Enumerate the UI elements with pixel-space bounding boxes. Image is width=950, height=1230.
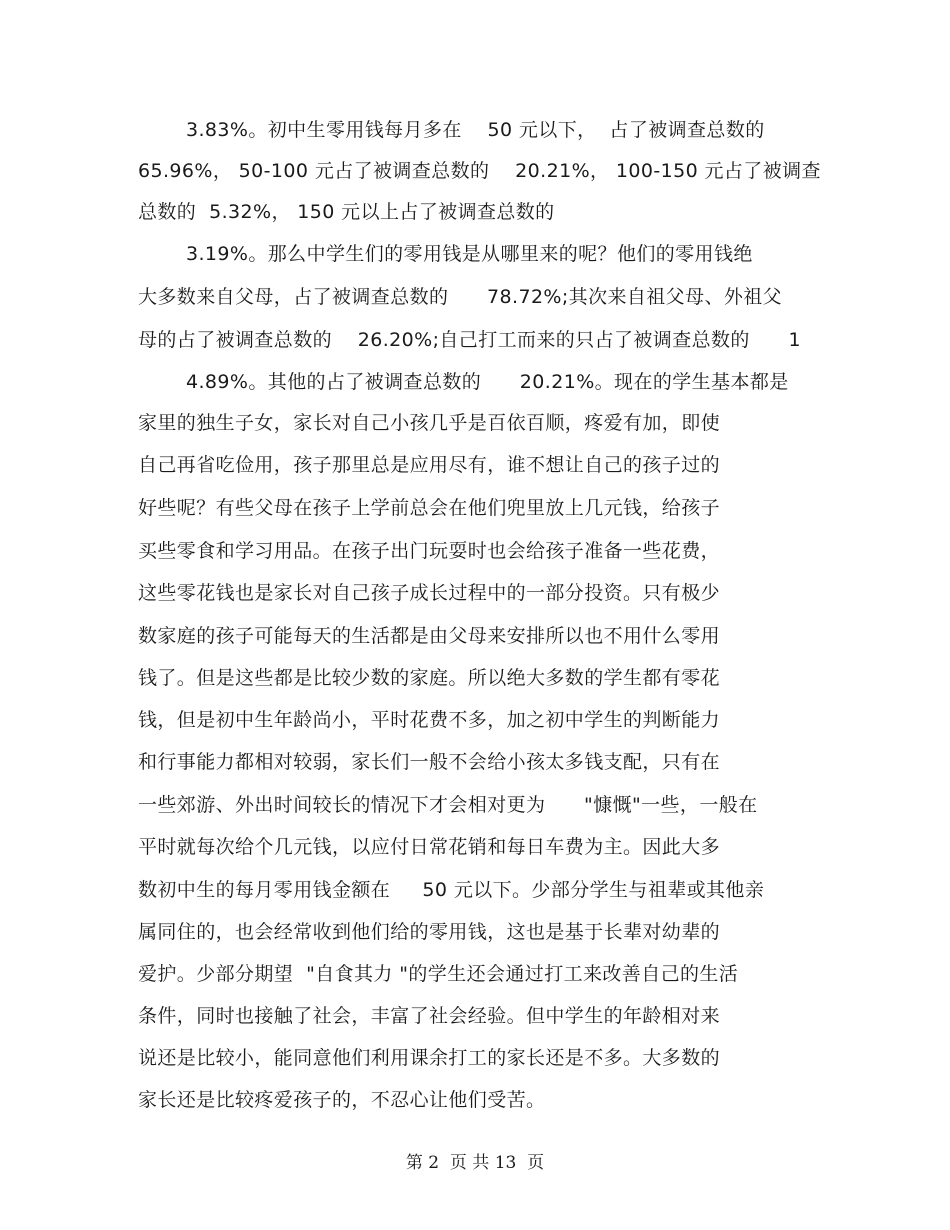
- text-line: 买些零食和学习用品。在孩子出门玩耍时也会给孩子准备一些花费，: [138, 540, 721, 562]
- text-line: 爱护。少部分期望 "自食其力 "的学生还会通过打工来改善自己的生活: [138, 963, 739, 985]
- text-line: 属同住的，也会经常收到他们给的零用钱，这也是基于长辈对幼辈的: [138, 921, 721, 943]
- text-line: 大多数来自父母，占了被调查总数的 78.72%;其次来自祖父母、外祖父: [138, 286, 783, 308]
- text-line: 3.83%。初中生零用钱每月多在 50 元以下， 占了被调查总数的: [186, 119, 765, 141]
- text-line: 自己再省吃俭用，孩子那里总是应用尽有，谁不想让自己的孩子过的: [138, 454, 721, 476]
- text-line: 和行事能力都相对较弱，家长们一般不会给小孩太多钱支配，只有在: [138, 751, 721, 773]
- page-number-footer: 第 2 页 共 13 页: [405, 1153, 545, 1173]
- text-line: 4.89%。其他的占了被调查总数的 20.21%。现在的学生基本都是: [186, 371, 789, 393]
- text-line: 一些郊游、外出时间较长的情况下才会相对更为 "慷慨"一些，一般在: [138, 794, 758, 816]
- text-line: 钱，但是初中生年龄尚小，平时花费不多，加之初中学生的判断能力: [138, 709, 721, 731]
- text-line: 母的占了被调查总数的 26.20%;自己打工而来的只占了被调查总数的 1: [138, 329, 801, 351]
- text-line: 钱了。但是这些都是比较少数的家庭。所以绝大多数的学生都有零花: [138, 667, 721, 689]
- text-line: 3.19%。那么中学生们的零用钱是从哪里来的呢？他们的零用钱绝: [186, 243, 753, 265]
- text-line: 数家庭的孩子可能每天的生活都是由父母来安排所以也不用什么零用: [138, 625, 721, 647]
- text-line: 平时就每次给个几元钱，以应付日常花销和每日车费为主。因此大多: [138, 836, 721, 858]
- text-line: 说还是比较小，能同意他们利用课余打工的家长还是不多。大多数的: [138, 1047, 721, 1069]
- text-line: 65.96%， 50-100 元占了被调查总数的 20.21%， 100-150 元占了被调查: [138, 160, 821, 182]
- text-line: 好些呢？有些父母在孩子上学前总会在他们兜里放上几元钱，给孩子: [138, 497, 721, 519]
- text-line: 条件，同时也接触了社会，丰富了社会经验。但中学生的年龄相对来: [138, 1005, 721, 1027]
- text-line: 家长还是比较疼爱孩子的，不忍心让他们受苦。: [138, 1089, 546, 1111]
- text-line: 这些零花钱也是家长对自己孩子成长过程中的一部分投资。只有极少: [138, 582, 721, 604]
- text-line: 数初中生的每月零用钱金额在 50 元以下。少部分学生与祖辈或其他亲: [138, 879, 765, 901]
- text-line: 家里的独生子女，家长对自己小孩几乎是百依百顺，疼爱有加，即使: [138, 412, 721, 434]
- text-line: 总数的 5.32%， 150 元以上占了被调查总数的: [138, 201, 555, 223]
